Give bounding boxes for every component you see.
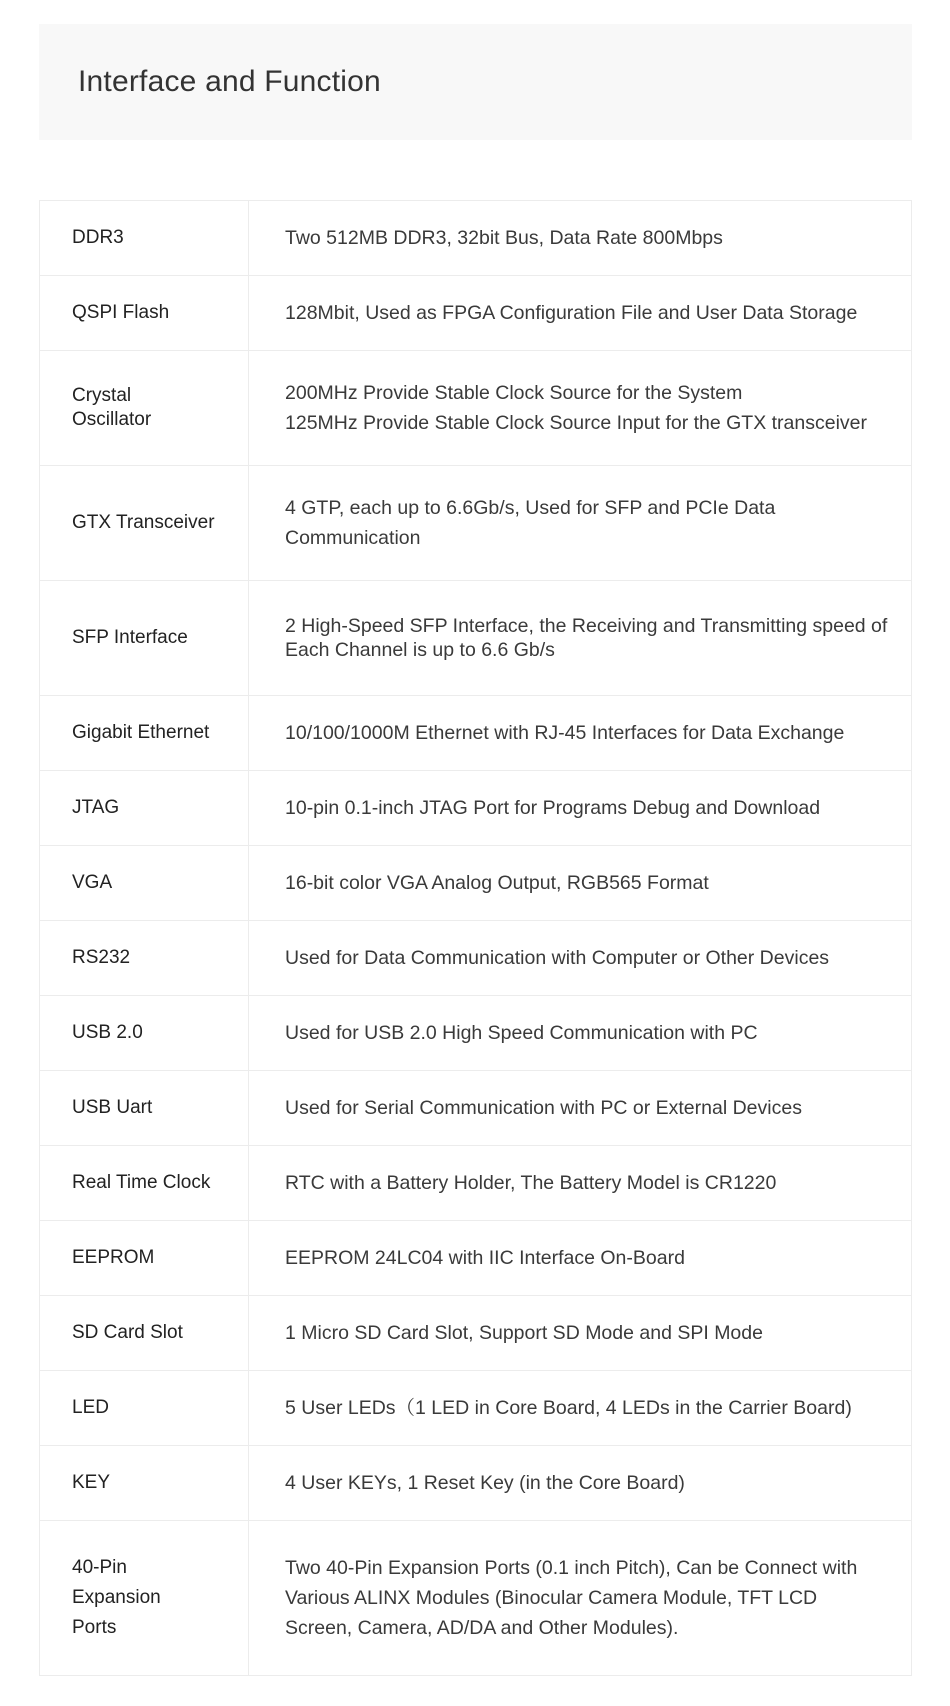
table-row xyxy=(40,466,912,581)
row-label: JTAG xyxy=(40,771,249,846)
table-row xyxy=(40,996,912,1071)
table-row xyxy=(40,1521,912,1676)
table-row xyxy=(40,1296,912,1371)
description-line: 5 User LEDs（1 LED in Core Board, 4 LEDs in the Carrier Board) xyxy=(285,1397,852,1419)
row-description xyxy=(249,1221,912,1296)
row-label: KEY xyxy=(40,1446,249,1521)
description-line: Two 40-Pin Expansion Ports (0.1 inch Pitch), Can be Connect with Various ALINX Modules (Binocular Camera Module, TFT LCD Screen, Camera, AD/DA and Other Modules). xyxy=(285,1557,858,1639)
row-label: Gigabit Ethernet xyxy=(40,696,249,771)
row-label: 40-Pin Expansion Ports xyxy=(40,1521,249,1676)
description-line: 10/100/1000M Ethernet with RJ-45 Interfaces for Data Exchange xyxy=(285,722,845,744)
row-description xyxy=(249,351,912,466)
table-row xyxy=(40,1221,912,1296)
page-title: Interface and Function xyxy=(78,65,381,98)
row-description xyxy=(249,466,912,581)
row-label: SFP Interface xyxy=(40,581,249,696)
row-description xyxy=(249,1521,912,1676)
row-description xyxy=(249,276,912,351)
row-label: Crystal Oscillator xyxy=(40,351,249,466)
row-label: GTX Transceiver xyxy=(40,466,249,581)
table-row xyxy=(40,201,912,276)
row-label: USB Uart xyxy=(40,1071,249,1146)
description-line: Used for USB 2.0 High Speed Communication with PC xyxy=(285,1022,758,1044)
row-label: LED xyxy=(40,1371,249,1446)
row-description xyxy=(249,1446,912,1521)
row-description xyxy=(249,1296,912,1371)
description-line: 2 High-Speed SFP Interface, the Receiving and Transmitting speed of Each Channel is up to 6.6 Gb/s xyxy=(285,615,888,661)
row-label: DDR3 xyxy=(40,201,249,276)
table-row xyxy=(40,1146,912,1221)
row-label: VGA xyxy=(40,846,249,921)
description-line: Two 512MB DDR3, 32bit Bus, Data Rate 800Mbps xyxy=(285,227,723,249)
row-description xyxy=(249,921,912,996)
row-label: USB 2.0 xyxy=(40,996,249,1071)
row-description xyxy=(249,996,912,1071)
table-row xyxy=(40,921,912,996)
row-description xyxy=(249,771,912,846)
table-row xyxy=(40,771,912,846)
row-description xyxy=(249,696,912,771)
description-line: 4 GTP, each up to 6.6Gb/s, Used for SFP and PCIe Data Communication xyxy=(285,497,776,549)
table-row xyxy=(40,846,912,921)
row-label: RS232 xyxy=(40,921,249,996)
row-label: Real Time Clock xyxy=(40,1146,249,1221)
row-label: QSPI Flash xyxy=(40,276,249,351)
row-description xyxy=(249,1071,912,1146)
description-line: EEPROM 24LC04 with IIC Interface On-Board xyxy=(285,1247,685,1269)
spec-table xyxy=(39,200,912,1676)
row-description xyxy=(249,1371,912,1446)
row-description xyxy=(249,581,912,696)
description-line: 16-bit color VGA Analog Output, RGB565 Format xyxy=(285,872,709,894)
description-line: RTC with a Battery Holder, The Battery Model is CR1220 xyxy=(285,1172,777,1194)
table-row xyxy=(40,276,912,351)
description-line: 1 Micro SD Card Slot, Support SD Mode and SPI Mode xyxy=(285,1322,763,1344)
description-line: 128Mbit, Used as FPGA Configuration File and User Data Storage xyxy=(285,302,858,324)
description-line: 4 User KEYs, 1 Reset Key (in the Core Board) xyxy=(285,1472,685,1494)
section-header xyxy=(39,24,912,140)
row-description xyxy=(249,846,912,921)
table-row xyxy=(40,351,912,466)
row-label: EEPROM xyxy=(40,1221,249,1296)
row-label: SD Card Slot xyxy=(40,1296,249,1371)
description-line: Used for Data Communication with Computer or Other Devices xyxy=(285,947,830,969)
description-line: Used for Serial Communication with PC or External Devices xyxy=(285,1097,802,1119)
row-description xyxy=(249,201,912,276)
row-description xyxy=(249,1146,912,1221)
table-row xyxy=(40,1446,912,1521)
table-row xyxy=(40,581,912,696)
description-line: 200MHz Provide Stable Clock Source for the System xyxy=(285,382,743,404)
table-row xyxy=(40,1371,912,1446)
spec-table-body xyxy=(40,201,912,1676)
description-line: 10-pin 0.1-inch JTAG Port for Programs Debug and Download xyxy=(285,797,821,819)
description-line: 125MHz Provide Stable Clock Source Input for the GTX transceiver xyxy=(285,412,868,434)
table-row xyxy=(40,696,912,771)
table-row xyxy=(40,1071,912,1146)
